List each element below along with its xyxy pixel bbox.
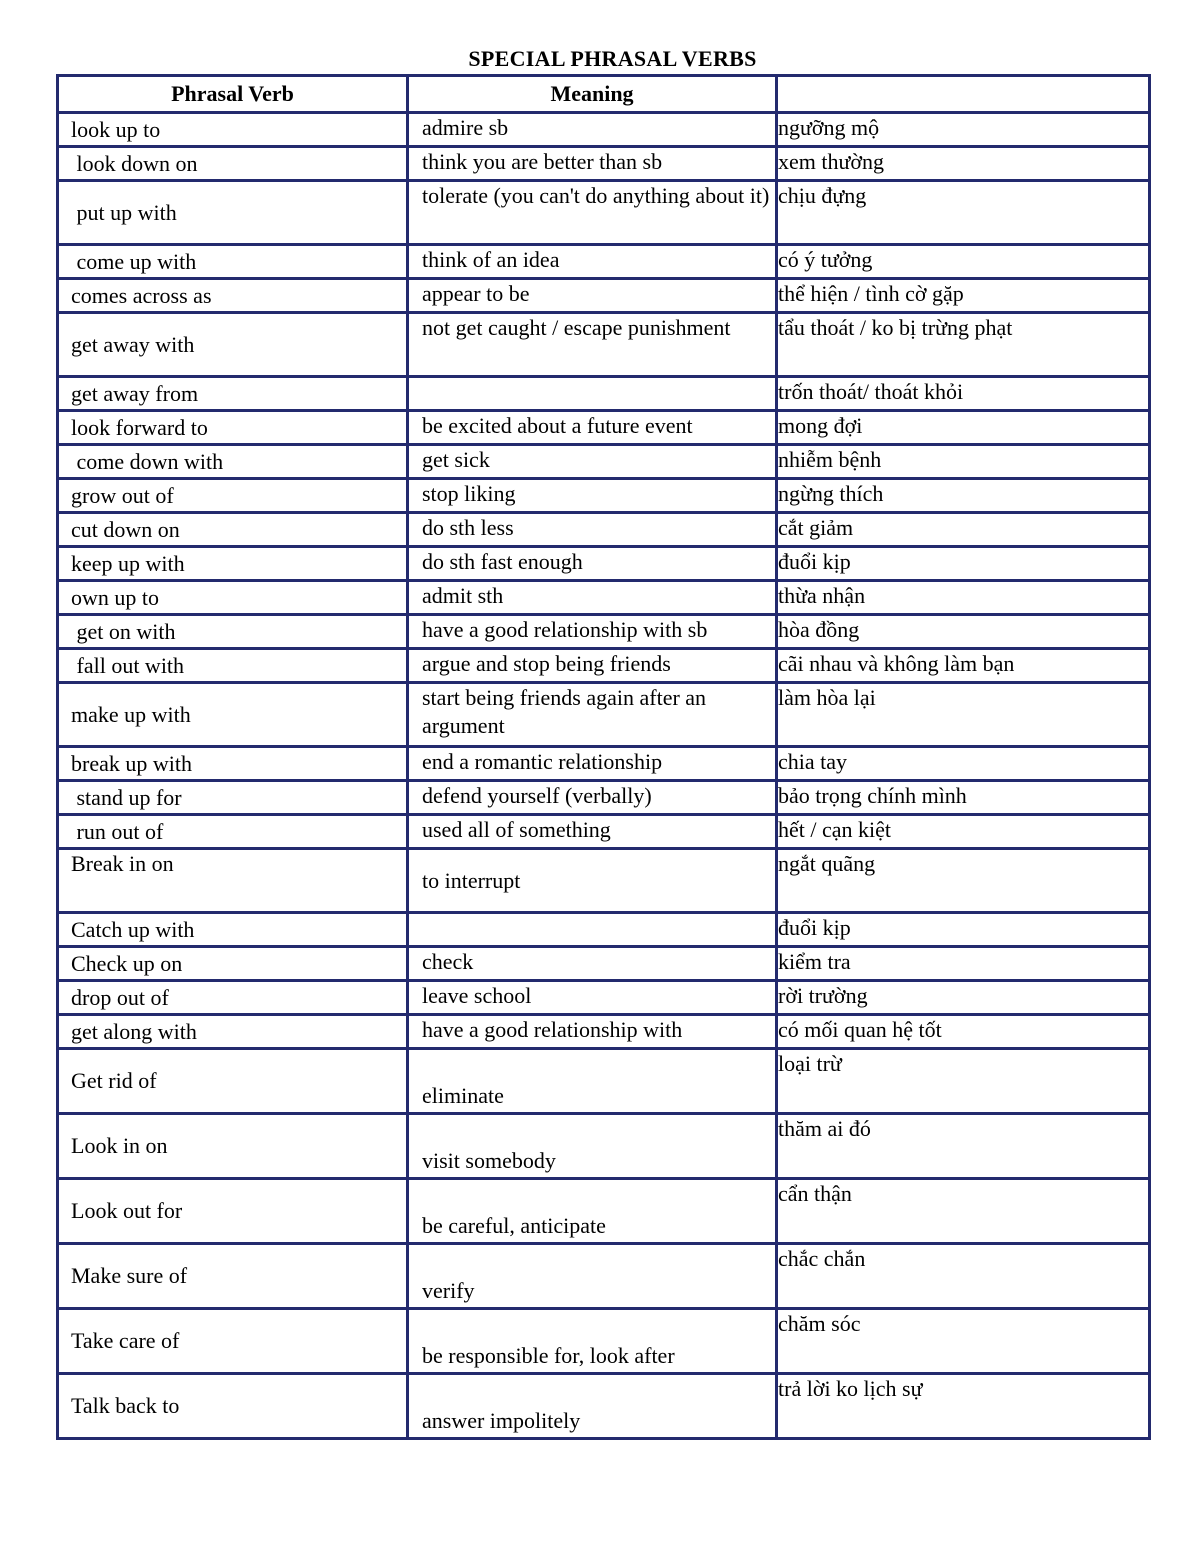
phrasal-verbs-table (56, 74, 1151, 1440)
vietnamese-cell: hòa đồng (777, 615, 1150, 649)
meaning-cell: argue and stop being friends (408, 649, 777, 683)
phrasal-verb-cell: break up with (58, 747, 408, 781)
table-row (58, 1179, 1150, 1244)
table-row (58, 181, 1150, 245)
table-row (58, 815, 1150, 849)
table-row (58, 615, 1150, 649)
phrasal-verb-cell: own up to (58, 581, 408, 615)
table-row (58, 479, 1150, 513)
phrasal-verb-cell: keep up with (58, 547, 408, 581)
table-row (58, 445, 1150, 479)
table-row (58, 913, 1150, 947)
phrasal-verb-cell: Look in on (58, 1114, 408, 1179)
phrasal-verb-cell: come down with (58, 445, 408, 479)
phrasal-verb-cell: get on with (58, 615, 408, 649)
vietnamese-cell: trốn thoát/ thoát khỏi (777, 377, 1150, 411)
table-row (58, 781, 1150, 815)
vietnamese-cell: thể hiện / tình cờ gặp (777, 279, 1150, 313)
meaning-cell: leave school (408, 981, 777, 1015)
table-row (58, 981, 1150, 1015)
meaning-cell: end a romantic relationship (408, 747, 777, 781)
header-phrasal-verb: Phrasal Verb (58, 76, 408, 113)
vietnamese-cell: cẩn thận (777, 1179, 1150, 1244)
vietnamese-cell: trả lời ko lịch sự (777, 1374, 1150, 1439)
table-row (58, 947, 1150, 981)
vietnamese-cell: kiểm tra (777, 947, 1150, 981)
vietnamese-cell: chịu đựng (777, 181, 1150, 245)
meaning-cell: do sth fast enough (408, 547, 777, 581)
meaning-cell: eliminate (408, 1049, 777, 1114)
vietnamese-cell: rời trường (777, 981, 1150, 1015)
vietnamese-cell: mong đợi (777, 411, 1150, 445)
table-row (58, 1244, 1150, 1309)
phrasal-verb-cell: Make sure of (58, 1244, 408, 1309)
phrasal-verb-cell: Look out for (58, 1179, 408, 1244)
meaning-cell: defend yourself (verbally) (408, 781, 777, 815)
table-row (58, 1114, 1150, 1179)
table-row (58, 1374, 1150, 1439)
vietnamese-cell: ngưỡng mộ (777, 113, 1150, 147)
meaning-cell: be excited about a future event (408, 411, 777, 445)
vietnamese-cell: ngừng thích (777, 479, 1150, 513)
header-vietnamese (777, 76, 1150, 113)
phrasal-verb-cell: look down on (58, 147, 408, 181)
phrasal-verb-cell: Break in on (58, 849, 408, 913)
vietnamese-cell: cắt giảm (777, 513, 1150, 547)
vietnamese-cell: chăm sóc (777, 1309, 1150, 1374)
vietnamese-cell: xem thường (777, 147, 1150, 181)
vietnamese-cell: làm hòa lại (777, 683, 1150, 747)
meaning-cell: start being friends again after an argument (408, 683, 777, 747)
meaning-cell: be responsible for, look after (408, 1309, 777, 1374)
vietnamese-cell: ngắt quãng (777, 849, 1150, 913)
phrasal-verb-cell: drop out of (58, 981, 408, 1015)
phrasal-verb-cell: look up to (58, 113, 408, 147)
meaning-cell: visit somebody (408, 1114, 777, 1179)
vietnamese-cell: có mối quan hệ tốt (777, 1015, 1150, 1049)
table-row (58, 581, 1150, 615)
vietnamese-cell: tẩu thoát / ko bị trừng phạt (777, 313, 1150, 377)
header-row (58, 76, 1150, 113)
table-row (58, 1049, 1150, 1114)
meaning-cell: stop liking (408, 479, 777, 513)
phrasal-verb-cell: cut down on (58, 513, 408, 547)
table-row (58, 683, 1150, 747)
phrasal-verb-cell: stand up for (58, 781, 408, 815)
page-title: SPECIAL PHRASAL VERBS (468, 46, 757, 71)
meaning-cell: have a good relationship with (408, 1015, 777, 1049)
meaning-cell: think of an idea (408, 245, 777, 279)
table-row (58, 649, 1150, 683)
vietnamese-cell: bảo trọng chính mình (777, 781, 1150, 815)
meaning-cell: verify (408, 1244, 777, 1309)
meaning-cell: have a good relationship with sb (408, 615, 777, 649)
header-meaning: Meaning (408, 76, 777, 113)
phrasal-verb-cell: comes across as (58, 279, 408, 313)
phrasal-verb-cell: make up with (58, 683, 408, 747)
meaning-cell: be careful, anticipate (408, 1179, 777, 1244)
meaning-cell: check (408, 947, 777, 981)
phrasal-verb-cell: run out of (58, 815, 408, 849)
phrasal-verb-cell: Talk back to (58, 1374, 408, 1439)
table-row (58, 513, 1150, 547)
meaning-cell: appear to be (408, 279, 777, 313)
vietnamese-cell: thừa nhận (777, 581, 1150, 615)
phrasal-verb-cell: put up with (58, 181, 408, 245)
vietnamese-cell: đuổi kịp (777, 547, 1150, 581)
table-row (58, 747, 1150, 781)
phrasal-verb-cell: grow out of (58, 479, 408, 513)
phrasal-verb-cell: look forward to (58, 411, 408, 445)
meaning-cell (408, 913, 777, 947)
table-row (58, 1015, 1150, 1049)
vietnamese-cell: nhiễm bệnh (777, 445, 1150, 479)
table-row (58, 245, 1150, 279)
meaning-cell: think you are better than sb (408, 147, 777, 181)
phrasal-verb-cell: Take care of (58, 1309, 408, 1374)
table-row (58, 547, 1150, 581)
meaning-cell: get sick (408, 445, 777, 479)
vietnamese-cell: cãi nhau và không làm bạn (777, 649, 1150, 683)
phrasal-verb-cell: get along with (58, 1015, 408, 1049)
table-row (58, 1309, 1150, 1374)
phrasal-verb-cell: Catch up with (58, 913, 408, 947)
table-row (58, 147, 1150, 181)
vietnamese-cell: đuổi kịp (777, 913, 1150, 947)
meaning-cell: answer impolitely (408, 1374, 777, 1439)
phrasal-verb-cell: fall out with (58, 649, 408, 683)
table-row (58, 313, 1150, 377)
phrasal-verb-cell: Check up on (58, 947, 408, 981)
table-row (58, 849, 1150, 913)
meaning-cell: used all of something (408, 815, 777, 849)
phrasal-verb-cell: Get rid of (58, 1049, 408, 1114)
meaning-cell: tolerate (you can't do anything about it) (408, 181, 777, 245)
table-row (58, 279, 1150, 313)
meaning-cell: admire sb (408, 113, 777, 147)
vietnamese-cell: thăm ai đó (777, 1114, 1150, 1179)
vietnamese-cell: hết / cạn kiệt (777, 815, 1150, 849)
meaning-cell: to interrupt (408, 849, 777, 913)
table-row (58, 411, 1150, 445)
meaning-cell: do sth less (408, 513, 777, 547)
vietnamese-cell: chắc chắn (777, 1244, 1150, 1309)
phrasal-verb-cell: get away with (58, 313, 408, 377)
vietnamese-cell: chia tay (777, 747, 1150, 781)
meaning-cell: admit sth (408, 581, 777, 615)
table-row (58, 113, 1150, 147)
vietnamese-cell: có ý tưởng (777, 245, 1150, 279)
meaning-cell: not get caught / escape punishment (408, 313, 777, 377)
phrasal-verb-cell: get away from (58, 377, 408, 411)
meaning-cell (408, 377, 777, 411)
vietnamese-cell: loại trừ (777, 1049, 1150, 1114)
phrasal-verb-cell: come up with (58, 245, 408, 279)
table-row (58, 377, 1150, 411)
